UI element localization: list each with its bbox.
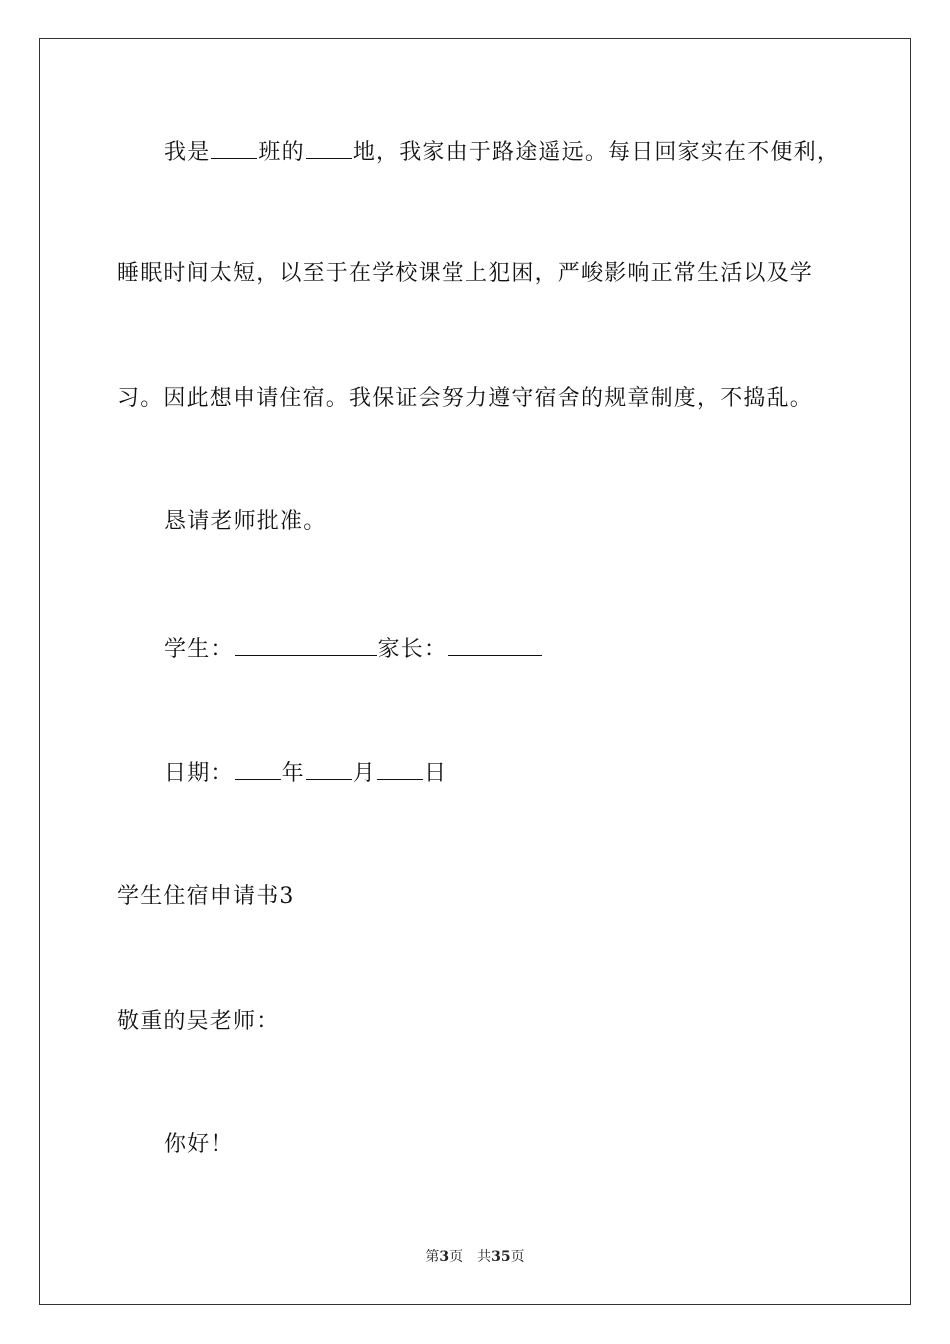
- year-label: 年: [281, 761, 305, 786]
- salutation: 敬重的吴老师：: [117, 1009, 280, 1034]
- request-line: 恳请老师批准。: [164, 509, 327, 534]
- text-segment: 班的: [258, 140, 305, 165]
- page-prefix: 第: [425, 1249, 440, 1265]
- class-blank: [211, 136, 257, 159]
- paragraph-line-1: [164, 136, 840, 168]
- signature-line: [164, 633, 543, 665]
- day-blank: [377, 757, 423, 780]
- text-segment: 我是: [164, 140, 211, 165]
- student-label: 学生：: [164, 637, 234, 662]
- paragraph-line-3: 习。因此想申请住宿。我保证会努力遵守宿舍的规章制度，不捣乱。: [117, 386, 814, 411]
- total-prefix: 共: [477, 1249, 492, 1265]
- date-label: 日期：: [164, 761, 234, 786]
- day-label: 日: [424, 761, 448, 786]
- month-label: 月: [352, 761, 377, 786]
- parent-blank: [448, 633, 542, 656]
- page-current: 3: [439, 1249, 450, 1265]
- text-segment: 地，我家由于路途遥远。每日回家实在不便利，: [352, 140, 841, 165]
- total-pages: 35: [491, 1249, 511, 1265]
- date-line: [164, 757, 447, 789]
- month-blank: [306, 757, 352, 780]
- greeting: 你好！: [164, 1132, 234, 1157]
- total-suffix: 页: [510, 1249, 525, 1265]
- page-footer: [0, 1248, 950, 1266]
- parent-label: 家长：: [377, 637, 448, 662]
- year-blank: [235, 757, 281, 780]
- page-suffix: 页: [449, 1249, 464, 1265]
- student-blank: [235, 633, 377, 656]
- section-title: 学生住宿申请书3: [117, 884, 295, 909]
- name-blank: [306, 136, 352, 159]
- page-frame: [39, 38, 911, 1305]
- paragraph-line-2: 睡眠时间太短，以至于在学校课堂上犯困，严峻影响正常生活以及学: [117, 261, 814, 286]
